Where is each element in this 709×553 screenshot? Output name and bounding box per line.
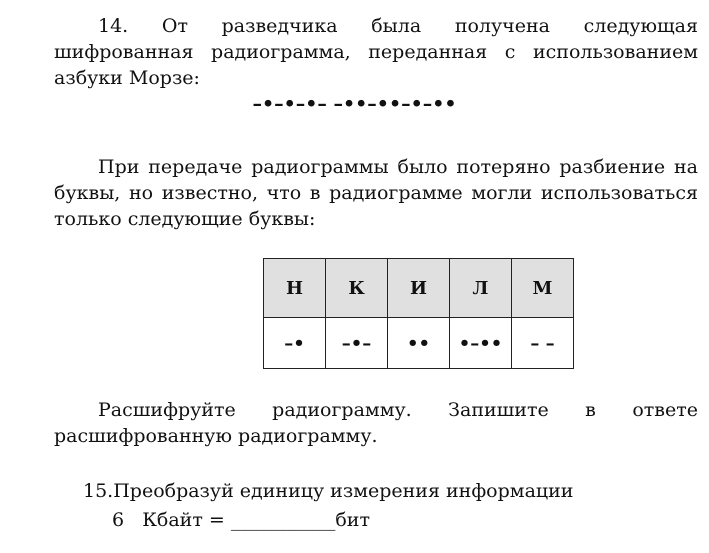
code-cell: –• <box>264 318 326 369</box>
letter-cell: М <box>512 259 574 318</box>
task15-conversion-line: 6 Кбайт = ___________бит <box>112 509 370 531</box>
table-codes-row <box>264 318 574 369</box>
morse-message: –•–•–•– –••–••–•–•• <box>252 93 457 115</box>
letter-cell: Л <box>450 259 512 318</box>
letters-code-table <box>263 258 574 369</box>
code-cell: – – <box>512 318 574 369</box>
task14-explanation: При передаче радиограммы было потеряно разбиение на буквы, но известно, что в радиограмме могли использоваться только следующие буквы: <box>54 156 698 230</box>
letter-cell: Н <box>264 259 326 318</box>
task15-title: 15.Преобразуй единицу измерения информации <box>83 480 574 502</box>
task14-intro: 14. От разведчика была получена следующая шифрованная радиограмма, переданная с использованием азбуки Морзе: <box>54 15 698 89</box>
code-cell: •• <box>388 318 450 369</box>
letter-cell: И <box>388 259 450 318</box>
table-header-row <box>264 259 574 318</box>
letter-cell: К <box>326 259 388 318</box>
code-cell: •–•• <box>450 318 512 369</box>
task14-instruction: Расшифруйте радиограмму. Запишите в ответе расшифрованную радиограмму. <box>54 399 698 447</box>
code-cell: –•– <box>326 318 388 369</box>
